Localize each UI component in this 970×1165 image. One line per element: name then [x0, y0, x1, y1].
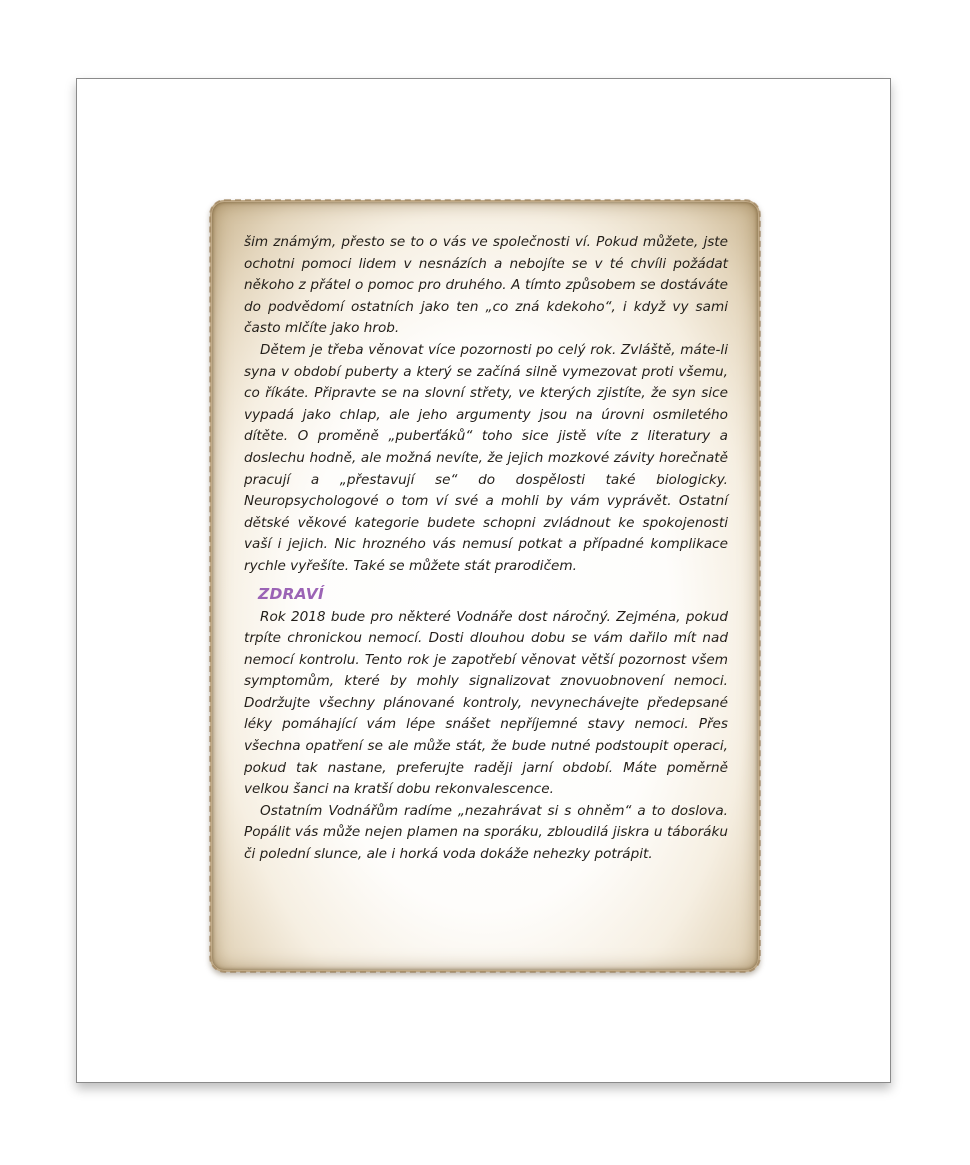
paragraph-children: Dětem je třeba věnovat více pozornosti po celý rok. Zvláště, máte-li syna v období puberty a který se začíná silně vymezovat proti všemu, co říkáte. Připravte se na slovní střety, ve kterých zjistíte, že syn sice vypadá jako chlap, ale jeho argumenty jsou na úrovni osmiletého dítěte. O proměně „puberťáků“ toho sice jistě víte z literatury a doslechu hodně, ale možná nevíte, že jejich mozkové závity horečnatě pracují a „přestavují se“ do dospělosti také biologicky. Neuropsychologové o tom ví své a mohli by vám vyprávět. Ostatní dětské věkové kategorie budete schopni zvládnout ke spokojenosti vaší i jejich. Nic hrozného vás nemusí potkat a případné komplikace rychle vyřešíte. Také se můžete stát prarodičem. — [244, 341, 728, 574]
article-body — [244, 232, 728, 866]
paragraph-continuation: šim známým, přesto se to o vás ve společnosti ví. Pokud můžete, jste ochotni pomoci lidem v nesnázích a nebojíte se v té chvíli požádat někoho z přátel o pomoc pro druhého. A tímto způsobem se dostáváte do podvědomí ostatních jako ten „co zná kdekoho“, i když vy sami často mlčíte jako hrob. — [244, 234, 728, 337]
paragraph-health: Rok 2018 bude pro některé Vodnáře dost náročný. Zejména, pokud trpíte chronickou nemocí. Dosti dlouhou dobu se vám dařilo mít nad nemocí kontrolu. Tento rok je zapotřebí věnovat větší pozornost všem symptomům, které by mohly signalizovat znovuobnovení nemoci. Dodržujte všechny plánované kontroly, nevynechávejte předepsané léky pomáhající vám lépe snášet nepříjemné stavy nemoci. Přes všechna opatření se ale může stát, že bude nutné podstoupit operaci, pokud tak nastane, preferujte raději jarní období. Máte poměrně velkou šanci na kratší dobu rekonvalescence. — [244, 608, 728, 798]
section-heading-health: ZDRAVÍ — [258, 584, 324, 603]
paragraph-fire-warning: Ostatním Vodnářům radíme „nezahrávat si s ohněm“ a to doslova. Popálit vás může nejen plamen na sporáku, zbloudilá jiskra u táboráku či polední slunce, ale i horká voda dokáže nehezky potrápit. — [244, 802, 728, 863]
